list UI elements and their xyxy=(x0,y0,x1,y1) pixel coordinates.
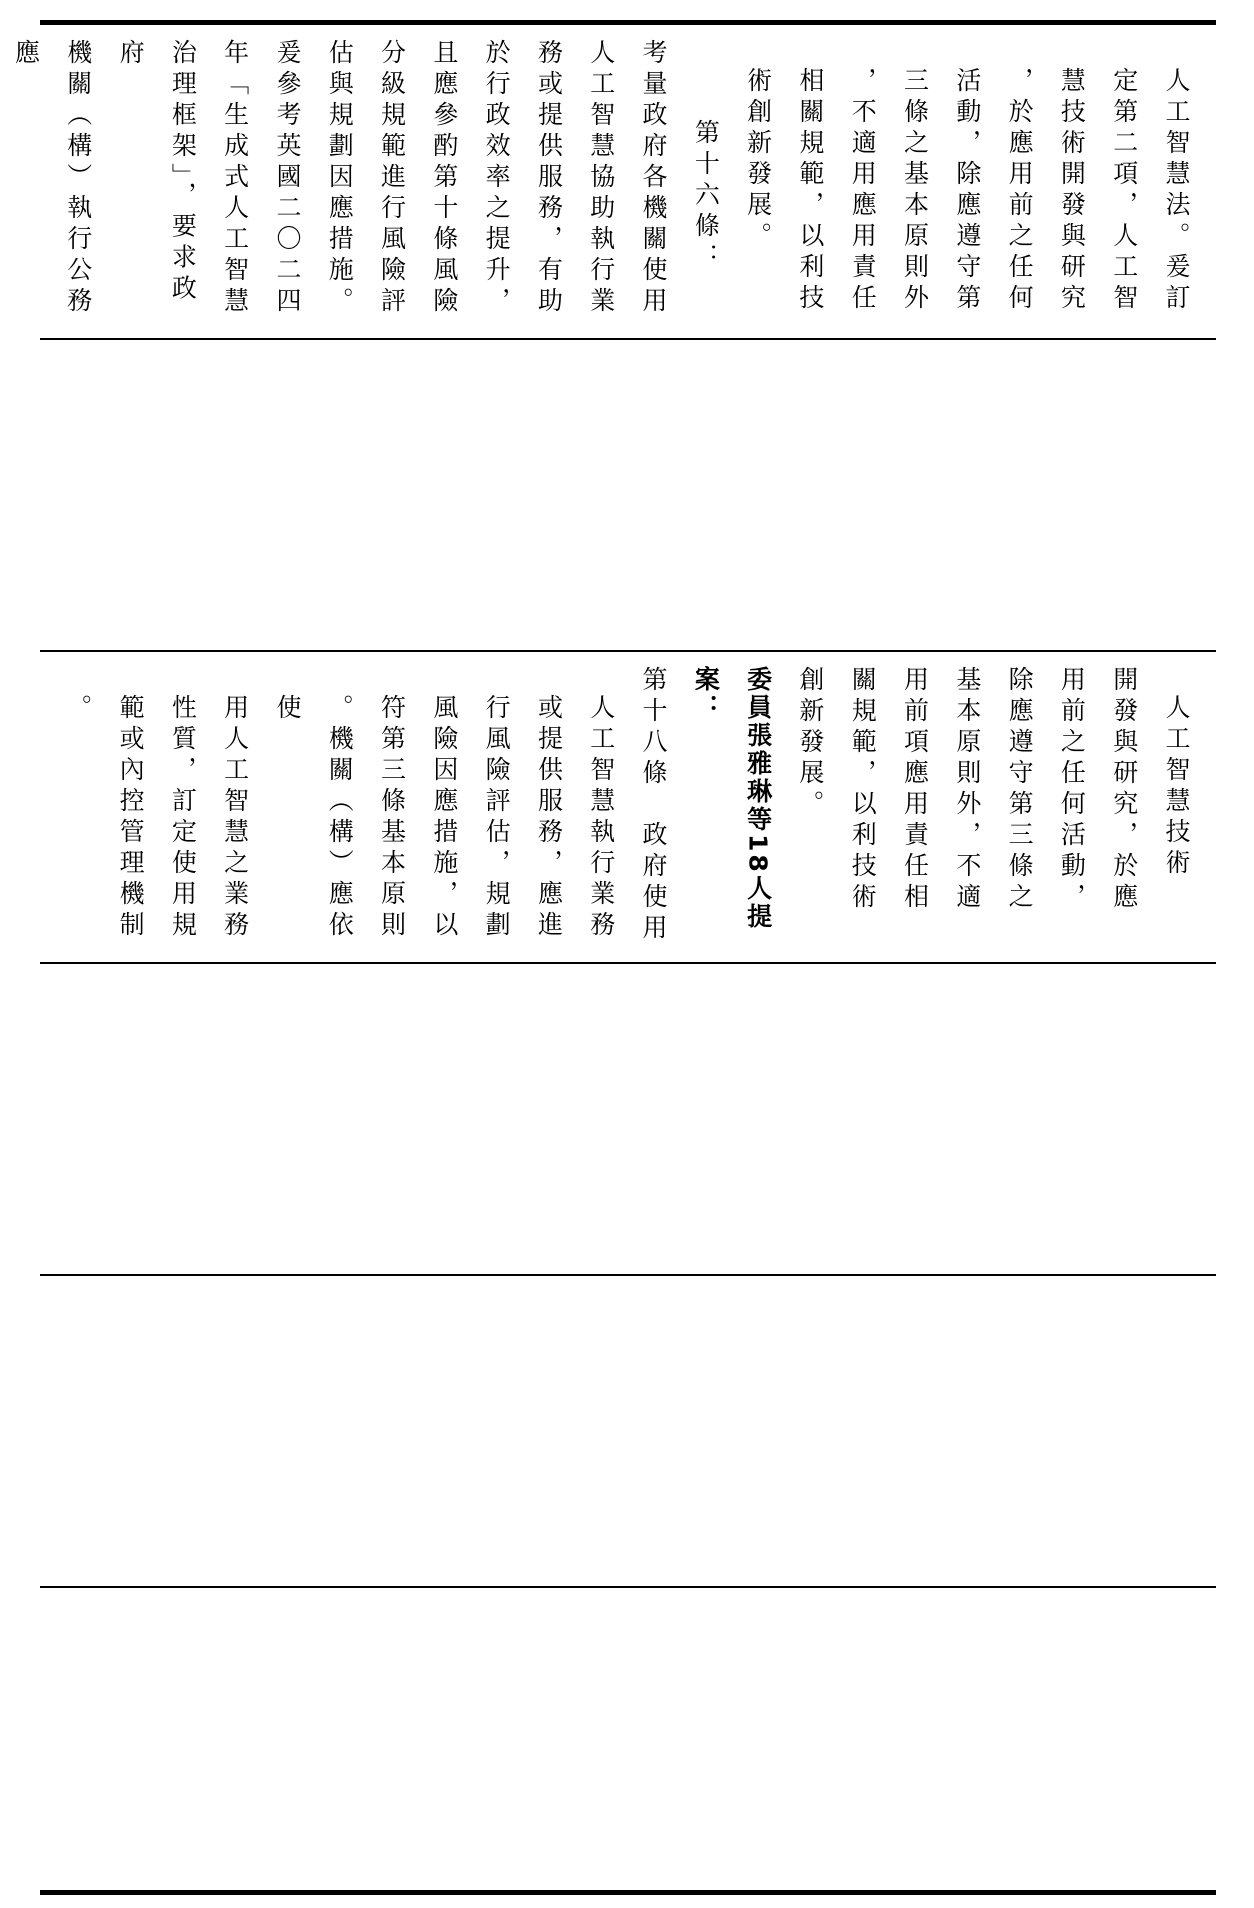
text-line: 相關規範，以利技 xyxy=(795,67,825,315)
text-line: 。機關（構）應依使 xyxy=(272,694,355,942)
text-line: 行風險評估，規劃 xyxy=(482,694,512,942)
text-line: ，於應用前之任何 xyxy=(1005,67,1035,315)
provision-text xyxy=(51,666,1202,948)
text-line: 定第二項，人工智 xyxy=(1109,67,1139,315)
empty-cell-6 xyxy=(40,1588,1216,1890)
text-line: 年「生成式人工智慧 xyxy=(220,39,250,318)
text-line: 創新發展。 xyxy=(795,666,825,821)
text-line: 於行政效率之提升， xyxy=(482,39,512,318)
text-line: 關規範，以利技術 xyxy=(848,666,878,914)
empty-cell-2 xyxy=(40,340,1216,650)
text-line: 符第三條基本原則 xyxy=(377,694,407,942)
text-line: 治理框架」，要求政府 xyxy=(116,39,198,306)
text-line: 人工智慧法。爰訂 xyxy=(1162,67,1191,315)
text-line: 開發與研究，於應 xyxy=(1109,666,1139,914)
proposer-heading: 案： xyxy=(691,666,721,722)
text-line: 。 xyxy=(63,694,93,725)
text-line: 考量政府各機關使用 xyxy=(639,39,669,318)
explanation-text xyxy=(0,39,1202,324)
bottom-thick-rule xyxy=(40,1890,1216,1895)
text-line: ，不適用應用責任 xyxy=(848,67,878,315)
text-line: 分級規範進行風險評 xyxy=(377,39,407,318)
text-line: 範或內控管理機制 xyxy=(116,694,146,942)
provision-cell xyxy=(40,652,1216,962)
text-line: 性質，訂定使用規 xyxy=(168,694,198,942)
article-heading: 第十八條 政府使用 xyxy=(639,666,669,945)
text-line: 風險因應措施，以 xyxy=(429,694,459,942)
explanation-cell xyxy=(11,25,1216,338)
text-line: 或提供服務，應進 xyxy=(534,694,564,942)
text-line: 活動，除應遵守第 xyxy=(952,67,982,315)
text-line: 人工智慧協助執行業 xyxy=(586,39,616,318)
article-heading: 第十六條： xyxy=(691,119,721,274)
text-line: 用前項應用責任相 xyxy=(900,666,930,914)
proposer-heading: 委員張雅琳等18人提 xyxy=(743,666,773,931)
text-line: 除應遵守第三條之 xyxy=(1005,666,1035,914)
text-line: 三條之基本原則外 xyxy=(900,67,930,315)
empty-cell-5 xyxy=(40,1276,1216,1586)
text-line: 基本原則外，不適 xyxy=(952,666,982,914)
text-line: 用前之任何活動， xyxy=(1057,666,1087,914)
text-line: 術創新發展。 xyxy=(743,67,773,253)
text-line: 人工智慧執行業務 xyxy=(586,694,616,942)
text-line: 務或提供服務，有助 xyxy=(534,39,564,318)
text-line: 人工智慧技術 xyxy=(1162,694,1191,880)
text-line: 爰參考英國二〇二四 xyxy=(272,39,302,318)
text-line: 估與規劃因應措施。 xyxy=(325,39,355,318)
text-line: 且應參酌第十條風險 xyxy=(429,39,459,318)
text-line: 用人工智慧之業務 xyxy=(220,694,250,942)
text-line: 慧技術開發與研究 xyxy=(1057,67,1087,315)
empty-cell-4 xyxy=(40,964,1216,1274)
text-line: 機關（構）執行公務應 xyxy=(11,39,93,318)
